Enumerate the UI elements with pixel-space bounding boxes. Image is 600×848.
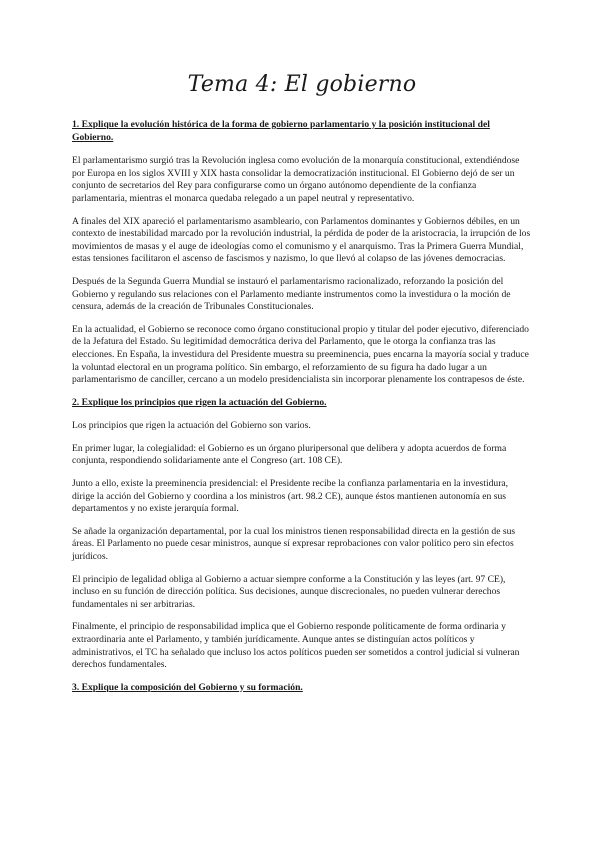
section-2-paragraph: Se añade la organización departamental, por la cual los ministros tienen responsabilidad directa en la gestión de sus áreas. El Parlamento no puede cesar ministros, aunque sí expresar reprobaciones con valor político pero sin efectos jurídicos. <box>72 525 516 563</box>
section-1-question: 1. Explique la evolución histórica de la forma de gobierno parlamentario y la posición institucional del Gobierno. <box>72 119 490 143</box>
section-2-paragraph: En primer lugar, la colegialidad: el Gobierno es un órgano pluripersonal que delibera y adopta acuerdos de forma conjunta, respondiendo solidariamente ante el Congreso (art. 108 CE). <box>72 442 507 467</box>
section-3-question: 3. Explique la composición del Gobierno y su formación. <box>72 681 303 693</box>
section-1-paragraph: A finales del XIX apareció el parlamentarismo asambleario, con Parlamentos dominantes y Gobiernos débiles, en un contexto de inestabilidad marcado por la revolución industrial, la pérdida de poder de la aristocracia, la irrupción de los movimientos de masas y el auge de ideologías como el comunismo y el anarquismo. Tras la Primera Guerra Mundial, estas tensiones facilitaron el ascenso de fascismos y nazismo, lo que llevó al colapso de las jóvenes democracias. <box>72 215 531 265</box>
section-2-paragraph: El principio de legalidad obliga al Gobierno a actuar siempre conforme a la Constitución y las leyes (art. 97 CE), incluso en su función de dirección política. Sus decisiones, aunque discrecionales, no pueden vulnerar derechos fundamentales ni ser arbitrarias. <box>72 573 506 610</box>
section-1-paragraph: En la actualidad, el Gobierno se reconoce como órgano constitucional propio y titular del poder ejecutivo, diferenciado de la Jefatura del Estado. Su legitimidad democrática deriva del Parlamento, que le otorga la confianza tras las elecciones. En España, la investidura del Presidente muestra su preeminencia, pues encarna la mayoría social y traduce la voluntad electoral en un programa político. Sin embargo, el reforzamiento de su figura ha dado lugar a un parlamentarismo de canciller, cercano a un modelo presidencialista sin incorporar plenamente los contrapesos de éste. <box>72 323 529 386</box>
section-2-paragraph: Finalmente, el principio de responsabilidad implica que el Gobierno responde políticamente de forma ordinaria y extraordinaria ante el Parlamento, y también jurídicamente. Aunque antes se distinguían actos políticos y administrativos, el TC ha señalado que incluso los actos políticos pueden ser sometidos a control judicial si vulneran derechos fundamentales. <box>72 621 520 671</box>
section-1-paragraph: Después de la Segunda Guerra Mundial se instauró el parlamentarismo racionalizado, reforzando la posición del Gobierno y regulando sus relaciones con el Parlamento mediante instrumentos como la investidura o la moción de censura, además de la creación de Tribunales Constitucionales. <box>72 275 511 313</box>
section-3 <box>72 682 532 695</box>
section-2-paragraph: Los principios que rigen la actuación del Gobierno son varios. <box>72 420 311 432</box>
section-1 <box>72 119 532 387</box>
document-title: Tema 4: El gobierno <box>187 72 417 97</box>
section-2-paragraph: Junto a ello, existe la preeminencia presidencial: el Presidente recibe la confianza parlamentaria en la investidura, dirige la acción del Gobierno y coordina a los ministros (art. 98.2 CE), aunque éstos mantienen autonomía en sus departamentos y no existe jerarquía formal. <box>72 478 509 515</box>
section-1-paragraph: El parlamentarismo surgió tras la Revolución inglesa como evolución de la monarquía constitucional, extendiéndose por Europa en los siglos XVIII y XIX hasta consolidar la democratización institucional. El Gobierno dejó de ser un conjunto de secretarios del Rey para configurarse como un órgano autónomo dependiente de la confianza parlamentaria, mientras el monarca quedaba relegado a un papel neutral y representativo. <box>72 155 520 204</box>
section-2 <box>72 397 532 672</box>
section-2-question: 2. Explique los principios que rigen la actuación del Gobierno. <box>72 396 327 408</box>
